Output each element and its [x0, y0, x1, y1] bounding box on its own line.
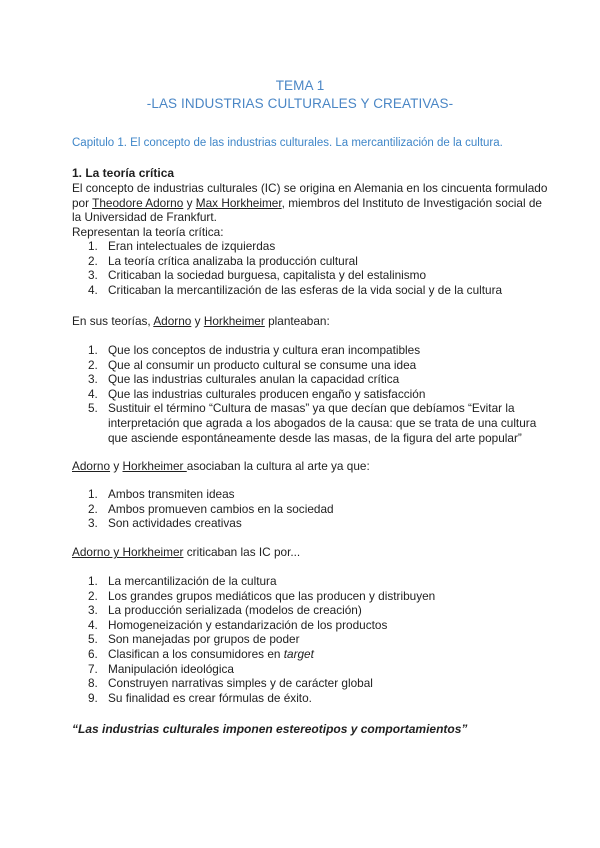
- theories-list: [72, 343, 537, 445]
- section3-intro: [72, 459, 370, 474]
- list-item: 8. Construyen narrativas simples y de carácter global: [88, 676, 373, 691]
- list-item: 6. Clasifican a los consumidores en target: [88, 646, 314, 661]
- list-item-text: Que las industrias culturales producen engaño y satisfacción: [108, 386, 426, 401]
- list-item-text: Manipulación ideológica: [108, 661, 234, 676]
- list-item: 3. La producción serializada (modelos de creación): [88, 603, 362, 618]
- text-fragment: criticaban las IC por...: [183, 545, 301, 559]
- intro-line: [72, 195, 542, 211]
- author-name-adorno: Adorno: [153, 314, 192, 328]
- intro-line: Representan la teoría crítica:: [72, 224, 224, 239]
- intro-paragraph: [72, 181, 548, 239]
- list-item-text: La producción serializada (modelos de creación): [108, 603, 362, 618]
- author-name-horkheimer: Horkheimer: [203, 314, 265, 328]
- intro-line: El concepto de industrias culturales (IC) se origina en Alemania en los cincuenta formulado: [72, 181, 548, 195]
- text-fragment: y: [183, 195, 196, 210]
- section2-intro: [72, 314, 330, 329]
- list-item: 4. Criticaban la mercantilización de las esferas de la vida social y de la cultura: [88, 282, 503, 297]
- document-title: TEMA 1: [275, 78, 325, 93]
- list-item-text: Que al consumir un producto cultural se consume una idea: [108, 357, 417, 372]
- text-fragment: y: [191, 314, 204, 328]
- list-item-text: Su finalidad es crear fórmulas de éxito.: [108, 690, 312, 705]
- art-reasons-list: [72, 487, 532, 531]
- list-item: 1. Ambos transmiten ideas: [88, 487, 235, 501]
- intro-line: la Universidad de Frankfurt.: [72, 210, 217, 225]
- list-item-text: Que los conceptos de industria y cultura eran incompatibles: [108, 343, 421, 357]
- author-name-adorno: Adorno: [72, 459, 111, 473]
- list-item: 1. Que los conceptos de industria y cultura eran incompatibles: [88, 343, 421, 357]
- list-item-text: Sustituir el término “Cultura de masas” ya que decían que debíamos “Evitar la: [108, 401, 515, 416]
- criticism-list: [72, 574, 532, 705]
- list-item-text: Son manejadas por grupos de poder: [108, 632, 300, 647]
- chapter-title: Capitulo 1. El concepto de las industrias culturales. La mercantilización de la cultura.: [72, 137, 503, 149]
- author-name-horkheimer: Max Horkheimer: [195, 195, 282, 210]
- list-item-text: interpretación que agrada a los abogados de la causa: que se trata de una cultura: [108, 415, 537, 430]
- list-item: 3. Criticaban la sociedad burguesa, capitalista y del estalinismo: [88, 268, 427, 283]
- text-fragment: por: [72, 195, 93, 210]
- list-item: 2. La teoría crítica analizaba la producción cultural: [88, 253, 358, 268]
- list-item: 7. Manipulación ideológica: [88, 661, 234, 676]
- section4-intro: [72, 545, 300, 560]
- list-item-text: Que las industrias culturales anulan la capacidad crítica: [108, 372, 400, 387]
- list-item-text: Criticaban la mercantilización de las esferas de la vida social y de la cultura: [108, 282, 503, 297]
- text-fragment: En sus teorías,: [72, 314, 154, 328]
- list-item-text: Construyen narrativas simples y de carácter global: [108, 676, 373, 691]
- list-item: 5. Son manejadas por grupos de poder: [88, 632, 300, 647]
- list-item-text: La teoría crítica analizaba la producción cultural: [108, 253, 358, 268]
- section-heading: 1. La teoría crítica: [72, 166, 175, 180]
- author-name-horkheimer: Horkheimer: [122, 459, 187, 473]
- text-fragment: , miembros del Instituto de Investigación social de: [281, 195, 542, 210]
- list-item-text: Eran intelectuales de izquierdas: [108, 239, 276, 253]
- list-item-text: Ambos promueven cambios en la sociedad: [108, 501, 334, 516]
- text-fragment: planteaban:: [264, 314, 330, 328]
- list-item-text: La mercantilización de la cultura: [108, 574, 277, 588]
- list-item: 1. La mercantilización de la cultura: [88, 574, 277, 588]
- document-subtitle: -LAS INDUSTRIAS CULTURALES Y CREATIVAS-: [146, 96, 454, 111]
- text-fragment: y: [110, 459, 123, 473]
- author-name-adorno: Theodore Adorno: [92, 195, 184, 210]
- list-item: 4. Que las industrias culturales producen engaño y satisfacción: [88, 386, 426, 401]
- list-item: 3. Son actividades creativas: [88, 516, 242, 531]
- author-names: Adorno y Horkheimer: [72, 545, 184, 559]
- closing-quote: “Las industrias culturales imponen estereotipos y comportamientos”: [72, 722, 468, 736]
- list-item-text: Criticaban la sociedad burguesa, capitalista y del estalinismo: [108, 268, 427, 283]
- list-item: 4. Homogeneización y estandarización de los productos: [88, 617, 388, 632]
- text-fragment: asociaban la cultura al arte ya que:: [186, 459, 370, 473]
- list-item-text: Homogeneización y estandarización de los productos: [108, 617, 388, 632]
- list-item-text: Son actividades creativas: [108, 516, 242, 531]
- list-item: 5. Sustituir el término “Cultura de masas” ya que decían que debíamos “Evitar la interpretación que agrada a los abogados de la causa: que se trata de una cultura que asciende espontáneamente desde las masas, de la figura del arte popular”: [88, 401, 537, 445]
- emphasis-target: target: [283, 646, 314, 661]
- list-item-text: que asciende espontáneamente desde las masas, de la figura del arte popular”: [108, 430, 522, 445]
- list-item: 3. Que las industrias culturales anulan la capacidad crítica: [88, 372, 400, 387]
- list-item-text: Clasifican a los consumidores en: [108, 646, 284, 661]
- list-item: 9. Su finalidad es crear fórmulas de éxito.: [88, 690, 312, 705]
- list-item: 2. Que al consumir un producto cultural se consume una idea: [88, 357, 417, 372]
- list-item: 2. Ambos promueven cambios en la sociedad: [88, 501, 334, 516]
- list-item: 1. Eran intelectuales de izquierdas: [88, 239, 276, 253]
- list-item: 2. Los grandes grupos mediáticos que las producen y distribuyen: [88, 588, 436, 603]
- list-item-text: Los grandes grupos mediáticos que las producen y distribuyen: [108, 588, 436, 603]
- list-item-text: Ambos transmiten ideas: [108, 487, 235, 501]
- critical-theory-list: [72, 239, 532, 297]
